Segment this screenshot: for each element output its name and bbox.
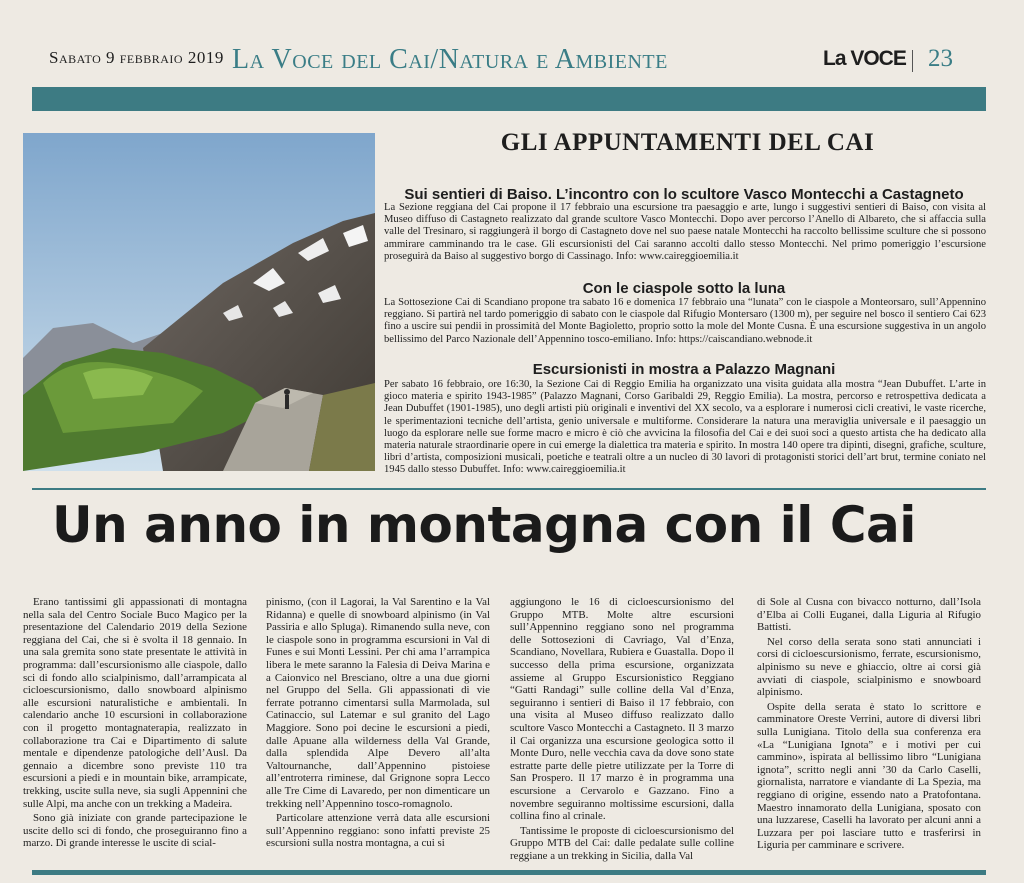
paragraph: Ospite della serata è stato lo scrittore e camminatore Oreste Verrini, autore di diversi libri sulla Lunigiana. Titolo della sua conferenza era «La “Lunigiana Ignota” e i motivi per cui cammino», ispirata al bellissimo libro “Lunigiana ignota”, scritto negli anni ’30 da Carlo Caselli, giornalista, narratore e viandante di La Spezia, ma reggiano di origine, essendo nato a Pratofontana. Maestro innamorato della Lunigiana, sposato con una luzzarese, Caselli ha lavorato per alcuni anni a Luzzara per poi lasciare tutto e trasferirsi in Liguria per camminare e scrivere.: [757, 700, 981, 852]
footer-color-bar: [32, 870, 986, 875]
paragraph: Tantissime le proposte di cicloescursionismo del Gruppo MTB del Cai: dalle pedalate sulle colline reggiane a un trekking in Sicilia, dalla Val: [510, 824, 734, 862]
body-column-2: [266, 596, 490, 850]
mountain-trail-photo: [23, 133, 375, 471]
section-divider: [32, 488, 986, 490]
newspaper-logo: La VOCE: [823, 47, 906, 70]
main-headline: Un anno in montagna con il Cai: [52, 496, 916, 554]
paragraph: Erano tantissimi gli appassionati di montagna nella sala del Centro Sociale Buco Magico per la presentazione del Calendario 2019 della Sezione reggiana del Cai, che si è svolta il 18 gennaio. In una sala gremita sono state presentate le attività in programma: dall’escursionismo alle ciaspole, dallo sci di fondo allo scialpinismo, dall’arrampicata al cicloescursionismo, dallo snowboard alpinismo alle escursioni naturalistiche e ambientali. In calendario anche 10 escursioni in collaborazione con il progetto montagnaterapia, realizzato in collaborazione tra Cai e Dipartimento di salute mentale e dipendenze patologiche dell’Ausl. Da gennaio a dicembre sono previste 110 tra escursioni a piedi e in mountain bike, arrampicate, trekking, uscite sulla neve, sia sugli Appennini che sulle Alpi, ma anche con un trekking a Madeira.: [23, 596, 247, 810]
section-color-bar: [32, 87, 986, 111]
box-title: GLI APPUNTAMENTI DEL CAI: [500, 129, 875, 156]
section-header: La Voce del Cai/Natura e Ambiente: [232, 44, 668, 75]
paragraph: pinismo, (con il Lagorai, la Val Sarentino e la Val Ridanna) e quelle di snowboard alpinismo (in Val Passiria e allo Spluga). Rimanendo sulla neve, con le ciaspole sono in programma escursioni in Val di Funes e sui Monti Lessini. Per chi ama l’arrampica libera le mete saranno la Falesia di Deiva Marina e a Caionvico nel Bresciano, oltre a una due giorni nel Gruppo del Sella. Gli appassionati di vie ferrate potranno cimentarsi sulla Marmolada, sul Catinaccio, sul Latemar e sul granito del Lago Maggiore. Sono poi decine le escursioni a piedi, dalle Apuane alla wilderness della Val Grande, dalla splendida Alpe Devero all’alta Valtournanche, dall’Appennino pistoiese all’entroterra riminese, dal Grignone sopra Lecco alle Tre Cime di Lavaredo, per non dimenticare un trekking nell’Appennino tosco-romagnolo.: [266, 596, 490, 810]
article-2-title: Con le ciaspole sotto la luna: [582, 280, 786, 297]
paragraph: Particolare attenzione verrà data alle escursioni sull’Appennino reggiano: sono infatti previste 25 escursioni sulla nostra montagna, a cui si: [266, 812, 490, 850]
issue-date: Sabato 9 febbraio 2019: [49, 48, 224, 67]
article-3-body: Per sabato 16 febbraio, ore 16:30, la Sezione Cai di Reggio Emilia ha organizzato una visita guidata alla mostra “Jean Dubuffet. L’arte in gioco materia e spirito 1943-1985” (Palazzo Magnani, Corso Garibaldi 29, Reggio Emilia). La mostra, percorso e retrospettiva dedicata a Jean Dubuffet (1901-1985), uno degli artisti più originali e inventivi del XX secolo, va a esplorare i numerosi cicli creativi, le vaste ricerche, le sperimentazioni tecniche dell’artista, genio universale e multiforme. Considerare la natura una meraviglia universale e il paesaggio un luogo da esplorare nelle sue forme macro e micro è ciò che avvicina la filosofia del Cai e dei suoi soci a questo artista che ha dedicato alla materia naturale straordinarie opere in cui emerge la dialettica tra materia e spirito. In mostra 140 opere tra dipinti, disegni, grafiche, sculture, libri d’artista, composizioni musicali, poetiche e teatrali oltre a un nucleo di 30 lavori di protagonisti storici dell’art brut, termine coniato nel 1945 dallo stesso Dubuffet. Info: www.caireggioemilia.it: [384, 379, 986, 476]
paragraph: di Sole al Cusna con bivacco notturno, dall’Isola d’Elba ai Colli Euganei, dalla Liguria al Rifugio Battisti.: [757, 596, 981, 634]
body-column-1: [23, 596, 247, 850]
page-number: 23: [928, 45, 953, 72]
paragraph: aggiungono le 16 di cicloescursionismo del Gruppo MTB. Molte altre escursioni sull’Appennino reggiano sono nel programma delle Sottosezioni di Cavriago, Val d’Enza, Scandiano, Novellara, Rubiera e Guastalla. Dopo il successo della prima escursione, organizzata assieme al Gruppo Escursionistico Reggiano “Gatti Randagi” sulle colline della Val d’Enza, seguiranno i sentieri di Baiso il 17 febbraio, con una visita al Museo diffuso realizzato dallo scultore Vasco Montecchi a Castagneto. Il 3 marzo il Cai organizza una escursione geologica sotto il Monte Duro, nelle vecchia cava da dove sono state estratte parte delle pietre utilizzate per la Torre di San Prospero. Il 17 marzo è in programma una escursione a Cervarolo e Gazzano. Fino a novembre seguiranno moltissime escursioni, dalla collina fino al crinale.: [510, 596, 734, 823]
header-divider: [912, 50, 913, 72]
paragraph: Nel corso della serata sono stati annunciati i corsi di cicloescursionismo, ferrate, escursionismo, alpinismo su neve e ghiaccio, oltre ai corsi già avviati di ciaspole, scialpinismo e snowboard alpinismo.: [757, 635, 981, 699]
article-1-body: La Sezione reggiana del Cai propone il 17 febbraio una escursione tra paesaggio e arte, lungo i suggestivi sentieri di Baiso, con visita al Museo diffuso di Castagneto realizzato dal grande scultore Vasco Montecchi. Dopo aver percorso l’Anello di Albareto, che si affaccia sulla valle del Tresinaro, si raggiungerà il borgo di Castagneto dove nel suo paese natale Montecchi ha raccolto bellissime sculture che si possono ammirare camminando tra le case. Gli escursionisti del Cai saranno accolti dallo stesso Montecchi. Nel primo pomeriggio l’escursione proseguirà da Baiso al suggestivo borgo di Cassinago. Info: www.caireggioemilia.it: [384, 202, 986, 262]
body-column-3: [510, 596, 734, 862]
article-3-title: Escursionisti in mostra a Palazzo Magnani: [532, 361, 836, 378]
article-1-title: Sui sentieri di Baiso. L’incontro con lo scultore Vasco Montecchi a Castagneto: [404, 186, 964, 203]
paragraph: Sono già iniziate con grande partecipazione le uscite dello sci di fondo, che proseguiranno fino a marzo. Di grande interesse le uscite di scial-: [23, 812, 247, 850]
body-column-4: [757, 596, 981, 852]
article-2-body: La Sottosezione Cai di Scandiano propone tra sabato 16 e domenica 17 febbraio una “lunata” con le ciaspole a Monteorsaro, sull’Appennino reggiano. Si partirà nel tardo pomeriggio di sabato con le ciaspole dal Rifugio Montersaro (1300 m), per seguire nel bosco il sentiero Cai 623 fino a uscire sui pendii in prossimità del Monte Bagioletto, proprio sotto la mole del Monte Cusna. È una escursione suggestiva in un angolo bellissimo del Parco Nazionale dell’Appennino tosco-emiliano. Info: https://caiscandiano.webnode.it: [384, 297, 986, 345]
